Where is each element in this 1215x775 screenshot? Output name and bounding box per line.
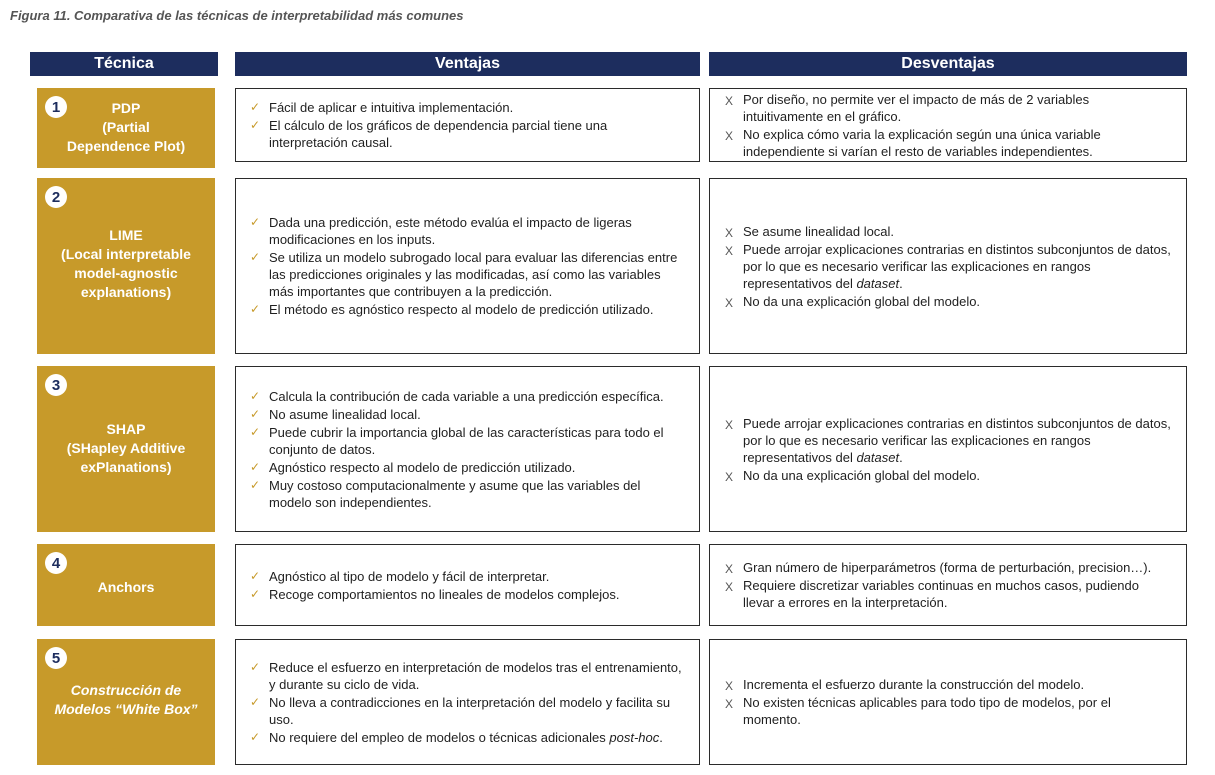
disadvantage-item: X No existen técnicas aplicables para todo tipo de modelos, por el momento. <box>722 694 1172 728</box>
cross-icon: X <box>724 128 733 143</box>
technique-name: LIME (Local interpretable model-agnostic explanations) <box>61 227 191 300</box>
check-icon: ✓ <box>249 118 261 132</box>
advantages-cell-shap <box>235 366 700 532</box>
advantage-item: ✓ Dada una predicción, este método evalúa el impacto de ligeras modificaciones en los inputs. <box>249 215 632 247</box>
row-number-badge: 2 <box>45 186 67 208</box>
cross-icon: X <box>724 697 733 711</box>
check-icon: ✓ <box>249 388 261 403</box>
disadvantage-item: X Gran número de hiperparámetros (forma de perturbación, precision…). <box>722 559 1172 576</box>
advantages-cell-lime <box>235 178 700 354</box>
advantages-cell-white-box <box>235 639 700 765</box>
row-number-badge: 5 <box>45 647 67 669</box>
disadvantages-cell-white-box <box>709 639 1187 765</box>
advantage-item: ✓ Calcula la contribución de cada variable a una predicción específica. <box>249 388 664 404</box>
advantage-item: ✓ El método es agnóstico respecto al modelo de predicción utilizado. <box>249 302 654 317</box>
disadvantage-item: X Incrementa el esfuerzo durante la construcción del modelo. <box>722 676 1172 693</box>
check-icon: ✓ <box>249 586 261 601</box>
cross-icon: X <box>724 243 733 258</box>
disadvantages-cell-anchors <box>709 544 1187 626</box>
check-icon: ✓ <box>249 694 261 709</box>
cross-icon: X <box>724 580 733 594</box>
cross-icon: X <box>724 295 733 310</box>
disadvantage-item: X Puede arrojar explicaciones contrarias en distintos subconjuntos de datos, por lo que es necesario verificar las explicaciones en rangos representativos del dataset. <box>722 415 1172 466</box>
disadvantage-item: X Se asume linealidad local. <box>722 223 1172 240</box>
header-technique: Técnica <box>30 52 218 76</box>
technique-cell-lime <box>37 178 215 354</box>
advantage-item: ✓ Agnóstico al tipo de modelo y fácil de interpretar. <box>249 568 550 584</box>
disadvantages-cell-pdp <box>709 88 1187 162</box>
advantages-cell-pdp <box>235 88 700 162</box>
cross-icon: X <box>724 417 733 432</box>
technique-name: Construcción de Modelos “White Box” <box>54 682 198 717</box>
disadvantage-item: X No da una explicación global del modelo. <box>722 293 1172 310</box>
check-icon: ✓ <box>249 477 261 492</box>
advantage-item: ✓ Fácil de aplicar e intuitiva implementación. <box>249 100 514 115</box>
advantages-cell-anchors <box>235 544 700 626</box>
check-icon: ✓ <box>249 659 261 674</box>
header-advantages: Ventajas <box>235 52 700 76</box>
disadvantage-item: X Puede arrojar explicaciones contrarias en distintos subconjuntos de datos, por lo que es necesario verificar las explicaciones en rangos representativos del dataset. <box>722 241 1172 292</box>
check-icon: ✓ <box>249 424 261 439</box>
advantage-item: ✓ No asume linealidad local. <box>249 406 421 422</box>
check-icon: ✓ <box>249 302 261 316</box>
technique-cell-pdp <box>37 88 215 168</box>
check-icon: ✓ <box>249 215 261 229</box>
cross-icon: X <box>724 562 733 576</box>
technique-name: PDP (Partial Dependence Plot) <box>66 100 186 154</box>
advantage-item: ✓ Muy costoso computacionalmente y asume que las variables del modelo son independientes. <box>249 477 641 510</box>
technique-name: Anchors <box>97 579 155 595</box>
check-icon: ✓ <box>249 729 261 744</box>
disadvantage-item: X No explica cómo varia la explicación según una única variable independiente si varían el resto de variables independientes. <box>722 126 1172 160</box>
advantage-item: ✓ El cálculo de los gráficos de dependencia parcial tiene una interpretación causal. <box>249 118 608 150</box>
cross-icon: X <box>724 93 733 108</box>
advantage-item: ✓ No requiere del empleo de modelos o técnicas adicionales post-hoc. <box>249 729 663 745</box>
cross-icon: X <box>724 225 733 240</box>
row-number-badge: 4 <box>45 552 67 574</box>
advantage-item: ✓ Agnóstico respecto al modelo de predicción utilizado. <box>249 459 576 475</box>
cross-icon: X <box>724 679 733 693</box>
check-icon: ✓ <box>249 568 261 583</box>
disadvantage-item: X Requiere discretizar variables continuas en muchos casos, pudiendo llevar a errores en la interpretación. <box>722 577 1172 611</box>
disadvantage-item: X Por diseño, no permite ver el impacto de más de 2 variables intuitivamente en el gráfico. <box>722 91 1172 125</box>
advantage-item: ✓ Se utiliza un modelo subrogado local para evaluar las diferencias entre las predicciones originales y las modificadas, así como las variables más importantes que contribuyen a la predicción. <box>249 250 678 299</box>
disadvantage-item: X No da una explicación global del modelo. <box>722 467 1172 484</box>
technique-cell-shap <box>37 366 215 532</box>
cross-icon: X <box>724 469 733 484</box>
header-disadvantages: Desventajas <box>709 52 1187 76</box>
figure-caption: Figura 11. Comparativa de las técnicas de interpretabilidad más comunes <box>10 8 464 23</box>
advantage-item: ✓ No lleva a contradicciones en la interpretación del modelo y facilita su uso. <box>249 694 671 727</box>
disadvantages-cell-lime <box>709 178 1187 354</box>
advantage-item: ✓ Reduce el esfuerzo en interpretación de modelos tras el entrenamiento, y durante su ciclo de vida. <box>249 659 682 692</box>
advantage-item: ✓ Recoge comportamientos no lineales de modelos complejos. <box>249 586 620 602</box>
check-icon: ✓ <box>249 406 261 421</box>
row-number-badge: 3 <box>45 374 67 396</box>
row-number-badge: 1 <box>45 96 67 118</box>
disadvantages-cell-shap <box>709 366 1187 532</box>
advantage-item: ✓ Puede cubrir la importancia global de las características para todo el conjunto de datos. <box>249 424 664 457</box>
check-icon: ✓ <box>249 459 261 474</box>
technique-cell-anchors <box>37 544 215 626</box>
technique-name: SHAP (SHapley Additive exPlanations) <box>66 421 186 475</box>
technique-cell-white-box <box>37 639 215 765</box>
check-icon: ✓ <box>249 100 261 114</box>
check-icon: ✓ <box>249 250 261 264</box>
